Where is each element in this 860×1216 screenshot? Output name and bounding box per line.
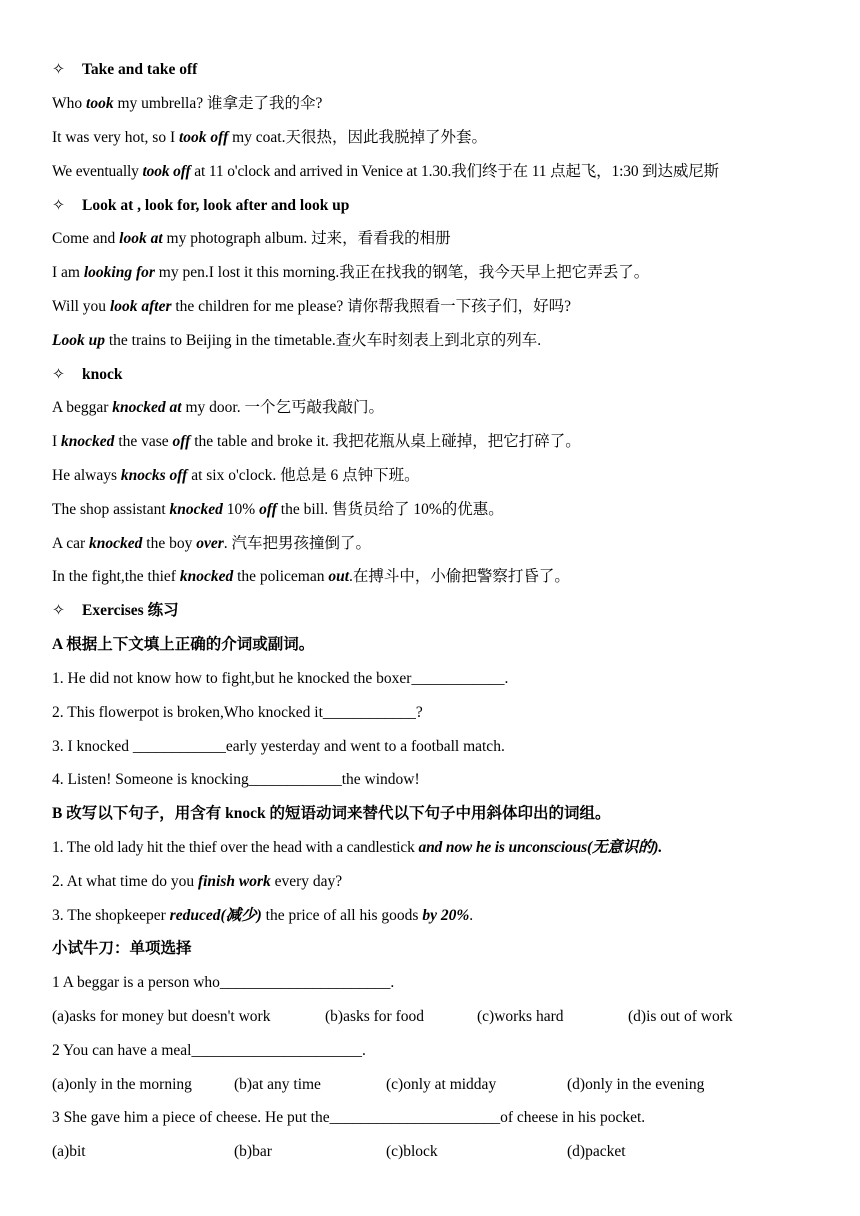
exercise-item: 2. At what time do you finish work every day? (52, 873, 343, 890)
quiz-option: (a)only in the morning (52, 1076, 192, 1093)
quiz-option: (d)is out of work (628, 1008, 733, 1025)
quiz-question: 1 A beggar is a person who______________________. (52, 974, 395, 991)
section-heading-knock: ✧ knock (52, 366, 123, 383)
example-sentence: I knocked the vase off the table and broke it. 我把花瓶从桌上碰掉，把它打碎了。 (52, 433, 581, 450)
section-heading-look: ✧ Look at , look for, look after and look up (52, 197, 350, 214)
exercise-item: 1. The old lady hit the thief over the head with a candlestick and now he is unconscious(无意识的). (52, 839, 663, 856)
diamond-bullet-icon: ✧ (52, 61, 65, 78)
quiz-option: (d)packet (567, 1143, 626, 1160)
quiz-question: 3 She gave him a piece of cheese. He put the______________________of cheese in his pocket. (52, 1109, 646, 1126)
quiz-option: (a)asks for money but doesn't work (52, 1008, 271, 1025)
example-sentence: A car knocked the boy over. 汽车把男孩撞倒了。 (52, 535, 372, 552)
example-sentence: Will you look after the children for me please? 请你帮我照看一下孩子们，好吗? (52, 298, 571, 315)
quiz-option: (a)bit (52, 1143, 86, 1160)
example-sentence: In the fight,the thief knocked the policeman out.在搏斗中，小偷把警察打昏了。 (52, 568, 570, 585)
exercise-item: 4. Listen! Someone is knocking____________the window! (52, 771, 420, 788)
quiz-question: 2 You can have a meal______________________. (52, 1042, 366, 1059)
diamond-bullet-icon: ✧ (52, 197, 65, 214)
example-sentence: It was very hot, so I took off my coat.天很热，因此我脱掉了外套。 (52, 129, 487, 146)
quiz-option: (d)only in the evening (567, 1076, 705, 1093)
exercise-b-instructions: B 改写以下句子，用含有 knock 的短语动词来替代以下句子中用斜体印出的词组。 (52, 805, 611, 822)
example-sentence: A beggar knocked at my door. 一个乞丐敲我敲门。 (52, 399, 384, 416)
exercise-item: 2. This flowerpot is broken,Who knocked it____________? (52, 704, 423, 721)
exercise-item: 1. He did not know how to fight,but he knocked the boxer____________. (52, 670, 509, 687)
quiz-option: (b)asks for food (325, 1008, 425, 1025)
diamond-bullet-icon: ✧ (52, 366, 65, 383)
example-sentence: Come and look at my photograph album. 过来，看看我的相册 (52, 230, 451, 247)
exercise-item: 3. The shopkeeper reduced(减少) the price of all his goods by 20%. (52, 907, 474, 924)
example-sentence: I am looking for my pen.I lost it this morning.我正在找我的钢笔，我今天早上把它弄丢了。 (52, 264, 650, 281)
section-heading-take: ✧ Take and take off (52, 61, 198, 78)
quiz-option: (b)at any time (234, 1076, 321, 1093)
example-sentence: Look up the trains to Beijing in the timetable.查火车时刻表上到北京的列车. (52, 332, 542, 349)
example-sentence: He always knocks off at six o'clock. 他总是 6 点钟下班。 (52, 467, 420, 484)
quiz-option: (c)block (386, 1143, 438, 1160)
example-sentence: We eventually took off at 11 o'clock and arrived in Venice at 1.30.我们终于在 11 点起飞，1:30 到达威尼斯 (52, 163, 719, 180)
exercise-a-instructions: A 根据上下文填上正确的介词或副词。 (52, 636, 315, 653)
exercise-item: 3. I knocked ____________early yesterday and went to a football match. (52, 738, 505, 755)
quiz-option: (c)only at midday (386, 1076, 497, 1093)
diamond-bullet-icon: ✧ (52, 602, 65, 619)
example-sentence: The shop assistant knocked 10% off the bill. 售货员给了 10%的优惠。 (52, 501, 504, 518)
example-sentence: Who took my umbrella? 谁拿走了我的伞? (52, 95, 323, 112)
quiz-option: (b)bar (234, 1143, 272, 1160)
section-heading-exercises: ✧ Exercises 练习 (52, 602, 179, 619)
quiz-heading: 小试牛刀：单项选择 (52, 940, 192, 957)
quiz-option: (c)works hard (477, 1008, 564, 1025)
